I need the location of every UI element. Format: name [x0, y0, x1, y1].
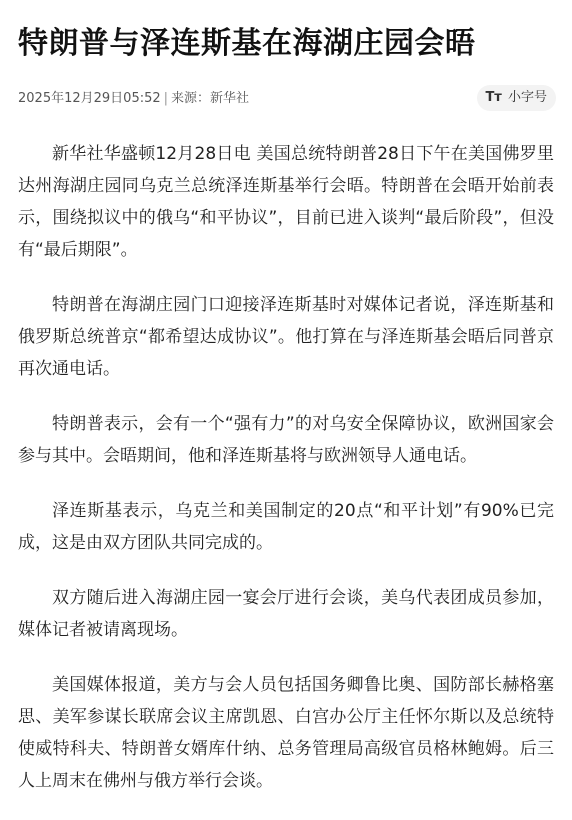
article [18, 0, 554, 820]
font-size-label: 小字号 [507, 90, 547, 105]
article-paragraph: 美国媒体报道，美方与会人员包括国务卿鲁比奥、国防部长赫格塞思、美军参谋长联席会议主席凯恩、白宫办公厅主任怀尔斯以及总统特使威特科夫、特朗普女婿库什纳、总务管理局高级官员格林鲍姆。后三人上周末在佛州与俄方举行会谈。 [18, 675, 554, 791]
source-label: 来源： [171, 91, 211, 106]
meta-separator: | [163, 91, 169, 106]
meta-row [18, 85, 554, 113]
publish-datetime: 2025年12月29日05:52 [18, 91, 161, 106]
font-size-button[interactable] [477, 85, 556, 111]
article-paragraph: 双方随后进入海湖庄园一宴会厅进行会谈，美乌代表团成员参加，媒体记者被请离现场。 [18, 588, 554, 640]
article-paragraph: 泽连斯基表示，乌克兰和美国制定的20点“和平计划”有90%已完成，这是由双方团队共同完成的。 [18, 501, 554, 553]
article-paragraph: 新华社华盛顿12月28日电 美国总统特朗普28日下午在美国佛罗里达州海湖庄园同乌克兰总统泽连斯基举行会晤。特朗普在会晤开始前表示，围绕拟议中的俄乌“和平协议”，目前已进入谈判“最后阶段”，但没有“最后期限”。 [18, 144, 554, 260]
article-meta [18, 90, 249, 108]
article-body [18, 138, 554, 797]
font-size-icon: Tт [485, 90, 502, 105]
article-paragraph: 特朗普在海湖庄园门口迎接泽连斯基时对媒体记者说，泽连斯基和俄罗斯总统普京“都希望达成协议”。他打算在与泽连斯基会晤后同普京再次通电话。 [18, 295, 554, 379]
source-name: 新华社 [210, 91, 250, 106]
article-paragraph: 特朗普表示，会有一个“强有力”的对乌安全保障协议，欧洲国家会参与其中。会晤期间，他和泽连斯基将与欧洲领导人通电话。 [18, 414, 554, 466]
page-title: 特朗普与泽连斯基在海湖庄园会晤 [18, 26, 476, 61]
